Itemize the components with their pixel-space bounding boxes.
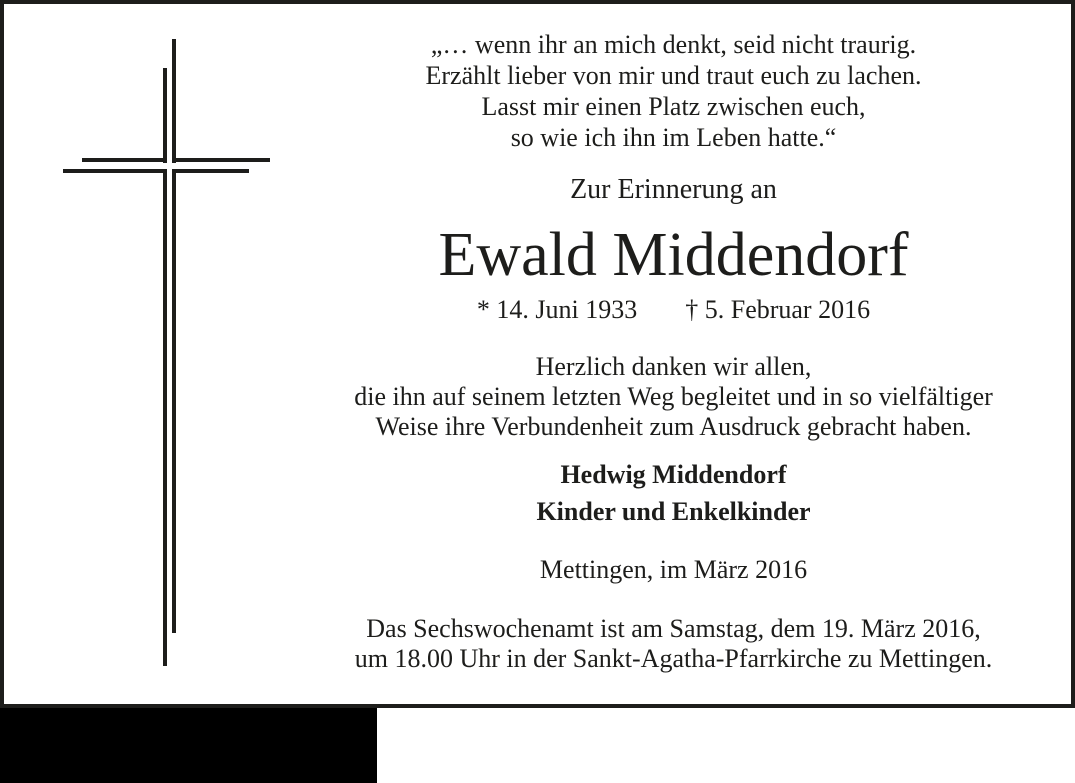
cross-line-segment [172, 169, 176, 633]
service-line: um 18.00 Uhr in der Sankt-Agatha-Pfarrkirche zu Mettingen. [354, 644, 993, 673]
mourning-family [276, 456, 1071, 530]
cross-line-segment [172, 169, 249, 173]
intro-line: Zur Erinnerung an [570, 174, 777, 205]
cross-line-segment [163, 169, 167, 666]
poem-line: so wie ich ihn im Leben hatte.“ [510, 123, 837, 152]
death-date: † 5. Februar 2016 [685, 295, 871, 324]
cross-line-segment [63, 169, 167, 173]
family-line: Hedwig Middendorf [560, 460, 787, 489]
poem-line: Lasst mir einen Platz zwischen euch, [481, 92, 866, 121]
poem-line: „… wenn ihr an mich denkt, seid nicht traurig. [430, 30, 917, 59]
thanks-line: Weise ihre Verbundenheit zum Ausdruck gebracht haben. [375, 412, 972, 441]
place-and-date: Mettingen, im März 2016 [539, 555, 808, 584]
notice-text-column [276, 4, 1071, 704]
cross-line-segment [82, 158, 167, 162]
memorial-poem [276, 29, 1071, 153]
deceased-name: Ewald Middendorf [438, 221, 909, 289]
cross-line-segment [172, 39, 176, 163]
poem-line: Erzählt lieber von mir und traut euch zu lachen. [425, 61, 922, 90]
redacted-block [0, 708, 377, 783]
cross-line-segment [172, 158, 270, 162]
birth-date: * 14. Juni 1933 [476, 295, 638, 324]
family-line: Kinder und Enkelkinder [536, 497, 811, 526]
life-dates [276, 295, 1071, 325]
cross-line-segment [163, 68, 167, 163]
memorial-service-info [276, 614, 1071, 674]
service-line: Das Sechswochenamt ist am Samstag, dem 19. März 2016, [366, 614, 981, 643]
thanks-line: Herzlich danken wir allen, [535, 352, 812, 381]
thanks-paragraph [276, 352, 1071, 442]
thanks-line: die ihn auf seinem letzten Weg begleitet und in so vielfältiger [354, 382, 993, 411]
